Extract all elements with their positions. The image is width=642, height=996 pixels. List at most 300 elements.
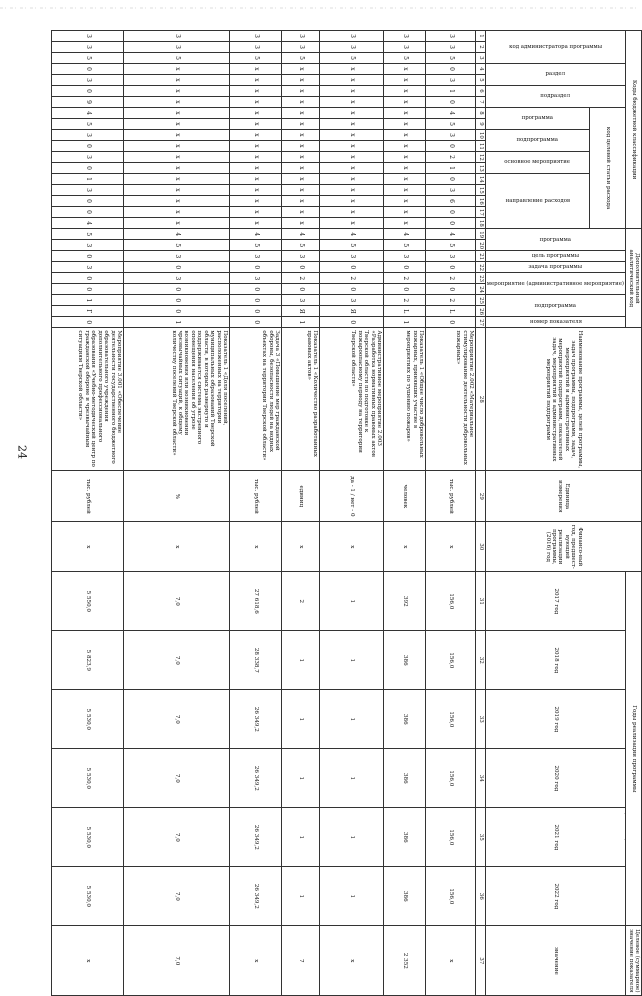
code-digit: x [229, 64, 281, 75]
row-year-value: 1 [319, 631, 383, 690]
column-number: 9 [475, 119, 485, 130]
code-digit: 3 [51, 75, 123, 86]
row-year-value: 392 [383, 572, 425, 631]
code-digit: 0 [229, 262, 281, 273]
column-number: 11 [475, 141, 485, 152]
column-number: 10 [475, 130, 485, 141]
code-digit: 3 [319, 42, 383, 53]
code-digit: 5 [123, 240, 229, 251]
code-digit: 5 [123, 53, 229, 64]
target-article-header: код целевой статьи расхода [589, 108, 625, 229]
code-digit: 3 [281, 251, 319, 262]
years-group-header: Годы реализации программы [626, 572, 642, 926]
code-digit: x [383, 108, 425, 119]
column-number: 2 [475, 42, 485, 53]
section-header: раздел [485, 64, 625, 86]
row-base-value: x [383, 522, 425, 572]
code-digit: x [319, 218, 383, 229]
code-digit: x [383, 163, 425, 174]
row-year-value: 1 [281, 690, 319, 749]
code-digit: 0 [425, 174, 475, 185]
task-header: задача программы [485, 262, 625, 273]
code-digit: 4 [425, 229, 475, 240]
column-number: 3 [475, 53, 485, 64]
column-number: 4 [475, 64, 485, 75]
code-digit: x [383, 174, 425, 185]
code-digit: x [123, 163, 229, 174]
code-digit: x [383, 97, 425, 108]
code-digit: x [123, 97, 229, 108]
code-digit: 0 [425, 218, 475, 229]
code-digit: x [319, 97, 383, 108]
code-digit: 5 [51, 53, 123, 64]
row-year-value: 2 [281, 572, 319, 631]
code-digit: 0 [51, 163, 123, 174]
code-digit: x [383, 196, 425, 207]
code-digit: 0 [229, 306, 281, 317]
admin-code-header: код администратора программы [485, 31, 625, 64]
column-number: 5 [475, 75, 485, 86]
code-digit: 0 [51, 86, 123, 97]
code-digit: 4 [123, 229, 229, 240]
row-year-value: 386 [383, 867, 425, 926]
column-number: 13 [475, 163, 485, 174]
row-year-value: 7,0 [123, 631, 229, 690]
code-digit: 2 [425, 273, 475, 284]
column-number: 28 [475, 328, 485, 471]
column-number: 12 [475, 152, 485, 163]
row-year-value: 5 530,0 [51, 690, 123, 749]
code-digit: 0 [425, 317, 475, 328]
subsection-header: подраздел [485, 86, 625, 108]
rotated-table-area [77, 30, 642, 993]
code-digit: x [229, 218, 281, 229]
column-number: 22 [475, 262, 485, 273]
row-name: Мероприятие 2.002 «Материальное стимулирование деятельности добровольных пожарных» [425, 328, 475, 471]
code-digit: x [319, 174, 383, 185]
code-digit: 0 [281, 262, 319, 273]
code-digit: 3 [425, 75, 475, 86]
code-digit: x [123, 152, 229, 163]
row-year-value: 386 [383, 749, 425, 808]
code-digit: 3 [229, 273, 281, 284]
row-year-value: 5 530,0 [51, 808, 123, 867]
scan-mark: · [624, 810, 627, 818]
row-base-value: x [229, 522, 281, 572]
page-number: 24 [15, 445, 29, 459]
code-digit: 3 [319, 295, 383, 306]
code-digit: 1 [123, 317, 229, 328]
column-number: 21 [475, 251, 485, 262]
code-digit: 2 [281, 273, 319, 284]
program-table [51, 30, 642, 996]
code-digit: 4 [281, 229, 319, 240]
code-digit: x [281, 75, 319, 86]
code-digit: 0 [51, 141, 123, 152]
row-year-value: 7,0 [123, 808, 229, 867]
row-name: Задача 3 «Повышение мер гражданской обороны, безопасности людей на водных объектах на территории Тверской области» [229, 328, 281, 471]
row-name: Показатель 1 «Общее число добровольных пожарных, принявших участие в мероприятиях по тушению пожаров» [383, 328, 425, 471]
row-year-value: 1 [281, 867, 319, 926]
code-digit: 0 [425, 64, 475, 75]
row-year-value: 156,0 [425, 690, 475, 749]
code-digit: 0 [229, 284, 281, 295]
code-digit: x [123, 108, 229, 119]
column-number: 36 [475, 867, 485, 926]
column-number: 7 [475, 97, 485, 108]
code-digit: x [281, 141, 319, 152]
code-digit: 2 [383, 273, 425, 284]
code-digit: 3 [281, 42, 319, 53]
code-digit: 0 [51, 317, 123, 328]
code-digit: 0 [51, 273, 123, 284]
code-digit: 3 [383, 31, 425, 42]
code-digit: 3 [425, 185, 475, 196]
column-number: 33 [475, 690, 485, 749]
row-year-value: 7,0 [123, 572, 229, 631]
table-row [425, 31, 475, 996]
code-digit: x [229, 152, 281, 163]
code-digit: 3 [319, 31, 383, 42]
row-unit: человек [383, 471, 425, 522]
row-year-value: 386 [383, 808, 425, 867]
code-digit: x [319, 75, 383, 86]
row-target-value: 2 352 [383, 926, 425, 996]
program-d-header: программа [485, 229, 625, 251]
code-digit: 0 [229, 295, 281, 306]
code-digit: x [229, 185, 281, 196]
code-digit: 0 [51, 284, 123, 295]
row-unit: тыс. рублей [425, 471, 475, 522]
program-header: программа [485, 108, 589, 130]
code-digit: x [383, 207, 425, 218]
row-year-value: 156,0 [425, 749, 475, 808]
row-unit: % [123, 471, 229, 522]
code-digit: 1 [281, 317, 319, 328]
row-year-value: 5 530,0 [51, 867, 123, 926]
code-digit: 3 [383, 251, 425, 262]
code-digit: 5 [383, 53, 425, 64]
code-digit: 3 [123, 273, 229, 284]
column-number: 27 [475, 317, 485, 328]
code-digit: x [319, 196, 383, 207]
code-digit: 0 [229, 317, 281, 328]
code-digit: 3 [319, 251, 383, 262]
code-digit: x [123, 64, 229, 75]
row-year-value: 7,0 [123, 690, 229, 749]
code-digit: x [281, 64, 319, 75]
code-digit: 0 [281, 284, 319, 295]
code-digit: 5 [229, 240, 281, 251]
code-digit: x [281, 174, 319, 185]
row-year-value: 156,0 [425, 808, 475, 867]
code-digit: 3 [51, 262, 123, 273]
code-digit: x [383, 75, 425, 86]
code-digit: x [319, 64, 383, 75]
row-name: Административное мероприятие 2.003 «Разработка нормативных правовых актов Тверской области по подготовке к пожароопасному периоду на территории Тверской области» [319, 328, 383, 471]
code-digit: 3 [51, 185, 123, 196]
row-year-value: 26 349,2 [229, 867, 281, 926]
code-digit: x [383, 218, 425, 229]
row-base-value: x [51, 522, 123, 572]
code-digit: 2 [425, 295, 475, 306]
target-group-header: Целевое (суммарное) значение показателя [626, 926, 642, 996]
row-year-value: 156,0 [425, 631, 475, 690]
code-digit: 4 [425, 108, 475, 119]
code-digit: 4 [51, 108, 123, 119]
row-name: Мероприятие 3.001 «Обеспечение деятельности государственного бюджетного образовательного учреждения дополнительного профессионального образования «Учебно-методический центр по гражданской обороне и чрезвычайным ситуациям Тверской области» [51, 328, 123, 471]
code-digit: 2 [383, 295, 425, 306]
row-base-value: x [319, 522, 383, 572]
row-year-value: 156,0 [425, 572, 475, 631]
code-digit: 4 [51, 218, 123, 229]
target-value-header: значение [485, 926, 625, 996]
code-digit: x [123, 185, 229, 196]
row-unit: тыс. рублей [229, 471, 281, 522]
column-number: 37 [475, 926, 485, 996]
column-number: 35 [475, 808, 485, 867]
row-year-value: 1 [281, 808, 319, 867]
code-digit: x [281, 185, 319, 196]
row-year-value: 156,0 [425, 867, 475, 926]
code-digit: x [123, 174, 229, 185]
analytic-code-header: Дополнительный аналитический код [626, 229, 642, 328]
code-digit: 3 [425, 251, 475, 262]
column-number: 14 [475, 174, 485, 185]
table-header [475, 31, 641, 996]
code-digit: 0 [51, 207, 123, 218]
column-number: 25 [475, 295, 485, 306]
code-digit: 3 [123, 42, 229, 53]
code-digit: 3 [425, 31, 475, 42]
row-base-value: x [123, 522, 229, 572]
row-year-value: 5 823,9 [51, 631, 123, 690]
column-number: 18 [475, 218, 485, 229]
code-digit: 0 [319, 262, 383, 273]
column-number: 6 [475, 86, 485, 97]
year-header: 2020 год [485, 749, 625, 808]
code-digit: 3 [51, 42, 123, 53]
code-digit: 5 [281, 240, 319, 251]
row-name: Показатель 1 «Доля поселений, расположенных на территории муниципальных образований Тверской области, в которых развернуто и поддерживается система экстренного оповещения населения об угрозе возникновения или возникновении чрезвычайных ситуаций, к общему количеству поселений Тверской области» [123, 328, 229, 471]
code-digit: 0 [425, 141, 475, 152]
code-digit: x [281, 207, 319, 218]
table-body [51, 31, 475, 996]
column-number: 1 [475, 31, 485, 42]
code-digit: 0 [425, 262, 475, 273]
code-digit: 0 [425, 97, 475, 108]
code-digit: 3 [229, 42, 281, 53]
code-digit: 5 [425, 240, 475, 251]
code-digit: 1 [51, 174, 123, 185]
code-digit: x [319, 141, 383, 152]
column-number: 34 [475, 749, 485, 808]
code-digit: x [229, 97, 281, 108]
row-year-value: 386 [383, 631, 425, 690]
code-digit: 0 [51, 196, 123, 207]
row-year-value: 1 [281, 631, 319, 690]
code-digit: x [383, 119, 425, 130]
column-number: 16 [475, 196, 485, 207]
code-digit: 0 [425, 207, 475, 218]
row-year-value: 1 [319, 867, 383, 926]
code-digit: 3 [123, 251, 229, 262]
code-digit: x [319, 130, 383, 141]
code-digit: 0 [51, 64, 123, 75]
row-unit: да - 1 / нет - 0 [319, 471, 383, 522]
code-digit: 3 [425, 130, 475, 141]
code-digit: x [229, 141, 281, 152]
code-digit: x [319, 86, 383, 97]
code-digit: Я [319, 306, 383, 317]
code-digit: 3 [123, 31, 229, 42]
rotated-page-content [77, 30, 642, 993]
budget-classification-header: Коды бюджетной классификации [626, 31, 642, 229]
code-digit: x [319, 207, 383, 218]
base-year-column-header: Финансо-вый год, предшест-вующий реализации программы, (2016) год [485, 522, 641, 572]
code-digit: 3 [51, 130, 123, 141]
row-year-value: 26 349,2 [229, 808, 281, 867]
table-row [229, 31, 281, 996]
row-year-value: 27 618,6 [229, 572, 281, 631]
code-digit: 4 [319, 229, 383, 240]
code-digit: 6 [425, 196, 475, 207]
code-digit: 5 [425, 53, 475, 64]
code-digit: 4 [229, 229, 281, 240]
code-digit: x [281, 119, 319, 130]
year-header: 2019 год [485, 690, 625, 749]
code-digit: x [319, 108, 383, 119]
code-digit: 3 [281, 295, 319, 306]
code-digit: 1 [51, 295, 123, 306]
unit-column-header: Единица измерения [485, 471, 641, 522]
table-row [319, 31, 383, 996]
row-year-value: 26 349,2 [229, 749, 281, 808]
code-digit: 4 [383, 229, 425, 240]
code-digit: 1 [383, 317, 425, 328]
code-digit: x [319, 163, 383, 174]
code-digit: x [229, 75, 281, 86]
row-unit: тыс. рублей [51, 471, 123, 522]
row-year-value: 1 [319, 690, 383, 749]
code-digit: 2 [319, 273, 383, 284]
code-digit: x [123, 218, 229, 229]
row-name: Показатель 1 «Количество разработанных правовых актов» [281, 328, 319, 471]
year-header: 2022 год [485, 867, 625, 926]
code-digit: 5 [319, 53, 383, 64]
name-column-header: Наименование программы, целей программы, задач программы, подпрограмм, задач, мероприятий и административных мероприятий подпрограмм, показателей задач, мероприятий и административных мероприятий подпрограмм [485, 328, 641, 471]
code-digit: 0 [319, 317, 383, 328]
code-digit: 3 [425, 42, 475, 53]
code-digit: 5 [281, 53, 319, 64]
table-row [281, 31, 319, 996]
code-digit: 5 [229, 53, 281, 64]
code-digit: x [281, 130, 319, 141]
row-base-value: x [425, 522, 475, 572]
code-digit: x [123, 86, 229, 97]
code-digit: 3 [383, 42, 425, 53]
table-row [383, 31, 425, 996]
code-digit: 0 [51, 251, 123, 262]
subprogram-d-header: подпрограмма [485, 295, 625, 317]
row-year-value: 7,0 [123, 867, 229, 926]
code-digit: 0 [123, 295, 229, 306]
year-header: 2017 год [485, 572, 625, 631]
code-digit: 0 [425, 284, 475, 295]
column-number: 26 [475, 306, 485, 317]
column-number: 29 [475, 471, 485, 522]
scan-mark: · [624, 836, 627, 844]
main-direction-header: основное мероприятие [485, 152, 589, 174]
row-target-value: 7 [281, 926, 319, 996]
code-digit: 0 [383, 284, 425, 295]
code-digit: 0 [123, 284, 229, 295]
code-digit: x [229, 163, 281, 174]
code-digit: x [229, 86, 281, 97]
column-number: 15 [475, 185, 485, 196]
code-digit: 1 [425, 86, 475, 97]
code-digit: x [281, 196, 319, 207]
code-digit: x [123, 207, 229, 218]
row-year-value: 26 349,2 [229, 690, 281, 749]
row-year-value: 1 [319, 749, 383, 808]
code-digit: x [123, 196, 229, 207]
table-row [123, 31, 229, 996]
column-number: 8 [475, 108, 485, 119]
row-year-value: 28 338,7 [229, 631, 281, 690]
activity-header: мероприятие (административное мероприятие) [485, 273, 625, 295]
expense-direction-header: направление расходов [485, 174, 589, 229]
code-digit: x [281, 108, 319, 119]
code-digit: x [123, 141, 229, 152]
code-digit: x [319, 185, 383, 196]
code-digit: 3 [229, 251, 281, 262]
column-number: 31 [475, 572, 485, 631]
code-digit: 0 [383, 262, 425, 273]
code-digit: x [383, 86, 425, 97]
code-digit: x [281, 97, 319, 108]
code-digit: x [281, 86, 319, 97]
code-digit: 3 [281, 31, 319, 42]
column-number: 20 [475, 240, 485, 251]
code-digit: x [383, 152, 425, 163]
code-digit: L [383, 306, 425, 317]
subprogram-header: подпрограмма [485, 130, 589, 152]
column-numbers-row [475, 31, 485, 996]
code-digit: x [383, 64, 425, 75]
code-digit: 1 [425, 163, 475, 174]
column-number: 17 [475, 207, 485, 218]
row-year-value: 1 [319, 808, 383, 867]
code-digit: 0 [123, 306, 229, 317]
code-digit: L [425, 306, 475, 317]
code-digit: 3 [51, 152, 123, 163]
code-digit: x [123, 119, 229, 130]
code-digit: 3 [51, 31, 123, 42]
code-digit: x [319, 152, 383, 163]
column-number: 30 [475, 522, 485, 572]
row-year-value: 5 530,0 [51, 749, 123, 808]
year-header: 2021 год [485, 808, 625, 867]
code-digit: x [319, 119, 383, 130]
row-base-value: x [281, 522, 319, 572]
code-digit: x [383, 141, 425, 152]
code-digit: 0 [319, 284, 383, 295]
code-digit: 3 [51, 240, 123, 251]
code-digit: 0 [123, 262, 229, 273]
code-digit: x [229, 130, 281, 141]
row-year-value: 1 [319, 572, 383, 631]
